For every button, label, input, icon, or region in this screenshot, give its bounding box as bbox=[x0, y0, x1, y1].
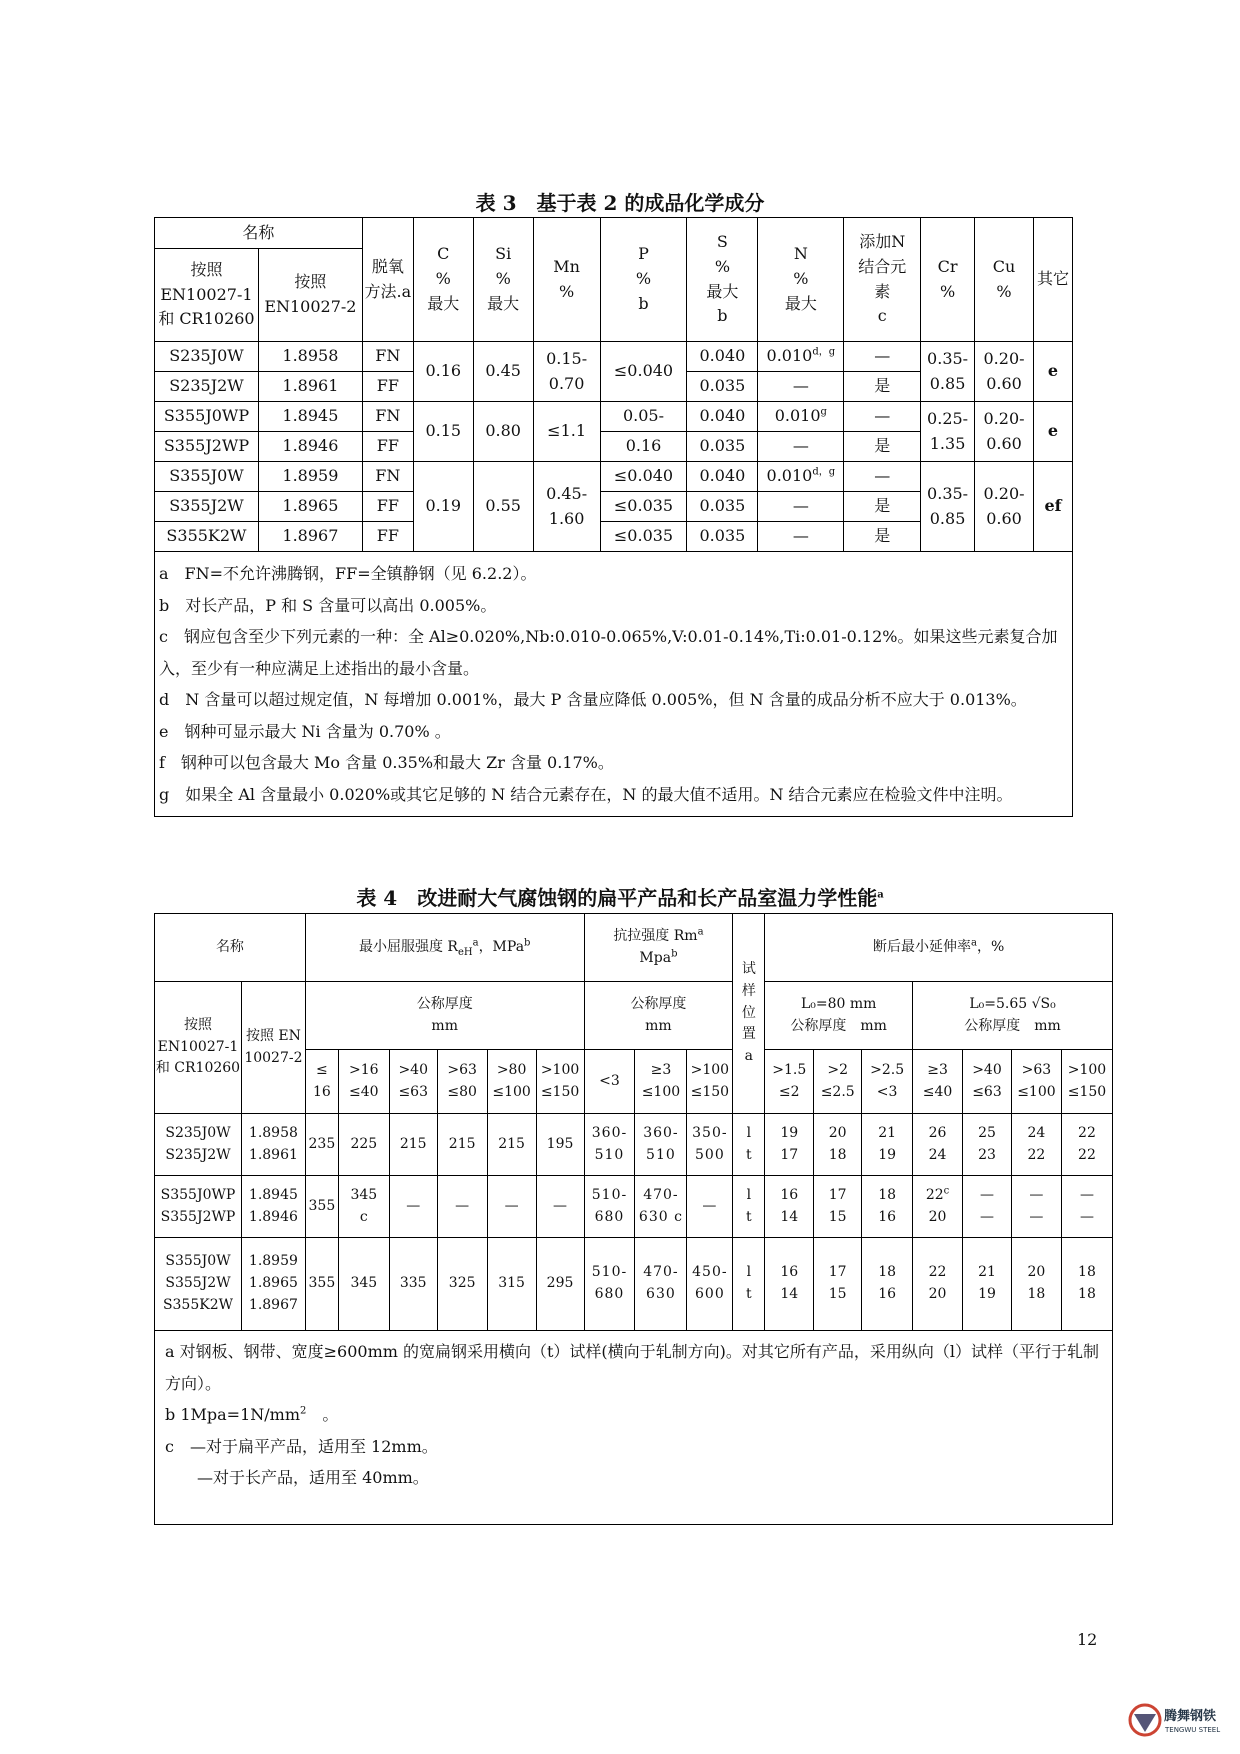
t3-header-n: N % 最大 bbox=[758, 218, 844, 342]
elongation-value: 16 14 bbox=[765, 1238, 814, 1331]
t4-header-yield-thickness: 公称厚度 mm bbox=[305, 982, 584, 1050]
other-value: e bbox=[1033, 342, 1072, 402]
yield-value: 335 bbox=[389, 1238, 437, 1331]
note-line: f 钢种可以包含最大 Mo 含量 0.35%和最大 Zr 含量 0.17%。 bbox=[159, 753, 614, 772]
c-value: 0.16 bbox=[413, 342, 473, 402]
page-number: 12 bbox=[1077, 1630, 1098, 1649]
t3-header-deox: 脱氧 方法.a bbox=[362, 218, 413, 342]
s-value: 0.035 bbox=[687, 432, 758, 462]
table4 bbox=[154, 913, 1113, 1525]
thickness-range: >16 ≤40 bbox=[338, 1050, 389, 1114]
thickness-range: >63 ≤100 bbox=[1011, 1050, 1061, 1114]
thickness-range: >2.5 <3 bbox=[862, 1050, 913, 1114]
t3-header-other: 其它 bbox=[1033, 218, 1072, 342]
tensile-value: 360- 510 bbox=[635, 1114, 687, 1176]
yield-value: 345 bbox=[338, 1238, 389, 1331]
grade-name: S235J0W bbox=[155, 342, 259, 372]
t3-header-std2: 按照 EN10027-2 bbox=[258, 249, 362, 342]
s-value: 0.040 bbox=[687, 462, 758, 492]
t3-header-c: C % 最大 bbox=[413, 218, 473, 342]
cr-value: 0.35- 0.85 bbox=[921, 462, 975, 552]
p-value: 0.16 bbox=[600, 432, 687, 462]
tensile-value: 510- 680 bbox=[584, 1238, 635, 1331]
deox-method: FN bbox=[362, 402, 413, 432]
thickness-range: >100 ≤150 bbox=[687, 1050, 733, 1114]
grade-name: S355J2WP bbox=[155, 432, 259, 462]
table-row bbox=[155, 1176, 1113, 1238]
t4-notes bbox=[155, 1331, 1113, 1525]
thickness-range: <3 bbox=[584, 1050, 635, 1114]
n-value: — bbox=[758, 522, 844, 552]
table-row bbox=[155, 1114, 1113, 1176]
elongation-value: 20 18 bbox=[1011, 1238, 1061, 1331]
t4-header-l0a: L₀=80 mm 公称厚度 mm bbox=[765, 982, 913, 1050]
note-line: g 如果全 Al 含量最小 0.020%或其它足够的 N 结合元素存在，N 的最大值不适用。N 结合元素应在检验文件中注明。 bbox=[159, 784, 1013, 804]
deox-method: FF bbox=[362, 492, 413, 522]
grade-name: S235J2W bbox=[155, 372, 259, 402]
cu-value: 0.20- 0.60 bbox=[975, 342, 1034, 402]
tensile-value: 510- 680 bbox=[584, 1176, 635, 1238]
elongation-value: 18 16 bbox=[862, 1176, 913, 1238]
yield-value: 225 bbox=[338, 1114, 389, 1176]
deox-method: FN bbox=[362, 342, 413, 372]
yield-value: 195 bbox=[536, 1114, 584, 1176]
sample-position: l t bbox=[733, 1176, 765, 1238]
grade-name: S355J0W bbox=[155, 462, 259, 492]
note-line: b $1Mpa=1N/mm^2$ 。 bbox=[165, 1405, 339, 1424]
note-line: c 钢应包含至少下列元素的一种：全 Al≥0.020%,Nb:0.010-0.065%,V:0.01-0.14%,Ti:0.01-0.12%。如果这些元素复合加入，至少有一种应满足上述指出的最小含量。 bbox=[159, 627, 1058, 678]
table-row bbox=[155, 462, 1073, 492]
n-binding-value: — bbox=[844, 342, 921, 372]
yield-value: 355 bbox=[305, 1176, 338, 1238]
p-value: 0.05- bbox=[600, 402, 687, 432]
s-value: 0.040 bbox=[687, 402, 758, 432]
t4-header-sample: 试 样 位 置 a bbox=[733, 914, 765, 1114]
table-row bbox=[155, 342, 1073, 372]
yield-value: 345 c bbox=[338, 1176, 389, 1238]
p-value: ≤0.040 bbox=[600, 342, 687, 402]
company-logo bbox=[1128, 1700, 1240, 1740]
elongation-value: 21 19 bbox=[963, 1238, 1012, 1331]
n-binding-value: — bbox=[844, 462, 921, 492]
yield-value: 235 bbox=[305, 1114, 338, 1176]
elongation-value: 18 16 bbox=[862, 1238, 913, 1331]
t3-header-si: Si % 最大 bbox=[473, 218, 533, 342]
thickness-range: >2 ≤2.5 bbox=[814, 1050, 862, 1114]
tensile-value: — bbox=[687, 1176, 733, 1238]
elongation-value: 17 15 bbox=[814, 1176, 862, 1238]
t3-header-s: S % 最大 b bbox=[687, 218, 758, 342]
grade-name: S355J0WP S355J2WP bbox=[155, 1176, 242, 1238]
s-value: 0.035 bbox=[687, 372, 758, 402]
note-line: —对于长产品，适用至 40mm。 bbox=[165, 1468, 429, 1487]
n-binding-value: 是 bbox=[844, 372, 921, 402]
yield-value: 215 bbox=[437, 1114, 487, 1176]
elongation-value: 17 15 bbox=[814, 1238, 862, 1331]
n-value: $0.010^{d,g}$ bbox=[758, 342, 844, 372]
t3-header-mn: Mn % bbox=[533, 218, 600, 342]
other-value: ef bbox=[1033, 462, 1072, 552]
note-line: d N 含量可以超过规定值，N 每增加 0.001%，最大 P 含量应降低 0.005%，但 N 含量的成品分析不应大于 0.013%。 bbox=[159, 690, 1027, 709]
logo-subtext: TENGWU STEEL bbox=[1165, 1726, 1221, 1734]
n-value: 0.010$^g$ bbox=[758, 402, 844, 432]
mn-value: 0.45- 1.60 bbox=[533, 462, 600, 552]
yield-value: 215 bbox=[389, 1114, 437, 1176]
t4-header-elong: 断后最小延伸率$^a$，% bbox=[765, 914, 1113, 982]
elongation-value: 20 18 bbox=[814, 1114, 862, 1176]
thickness-range: ≥3 ≤40 bbox=[913, 1050, 963, 1114]
tensile-value: 350- 500 bbox=[687, 1114, 733, 1176]
cr-value: 0.25- 1.35 bbox=[921, 402, 975, 462]
elongation-value: 25 23 bbox=[963, 1114, 1012, 1176]
c-value: 0.19 bbox=[413, 462, 473, 552]
si-value: 0.45 bbox=[473, 342, 533, 402]
grade-name: S355J0W S355J2W S355K2W bbox=[155, 1238, 242, 1331]
s-value: 0.040 bbox=[687, 342, 758, 372]
t4-header-std2: 按照 EN 10027-2 bbox=[241, 982, 305, 1114]
grade-number: 1.8967 bbox=[258, 522, 362, 552]
elongation-value: 19 17 bbox=[765, 1114, 814, 1176]
n-binding-value: 是 bbox=[844, 432, 921, 462]
si-value: 0.80 bbox=[473, 402, 533, 462]
thickness-range: >1.5 ≤2 bbox=[765, 1050, 814, 1114]
tensile-value: 470- 630 bbox=[635, 1238, 687, 1331]
p-value: ≤0.035 bbox=[600, 522, 687, 552]
thickness-range: >80 ≤100 bbox=[487, 1050, 536, 1114]
thickness-range: >100 ≤150 bbox=[1061, 1050, 1112, 1114]
t3-header-add: 添加N 结合元 素 c bbox=[844, 218, 921, 342]
t3-notes bbox=[155, 552, 1073, 817]
n-value: — bbox=[758, 372, 844, 402]
grade-number: 1.8965 bbox=[258, 492, 362, 522]
table3-caption: 表 3 基于表 2 的成品化学成分 bbox=[475, 191, 765, 215]
yield-value: 355 bbox=[305, 1238, 338, 1331]
s-value: 0.035 bbox=[687, 492, 758, 522]
grade-number: 1.8959 1.8965 1.8967 bbox=[241, 1238, 305, 1331]
yield-value: — bbox=[536, 1176, 584, 1238]
cr-value: 0.35- 0.85 bbox=[921, 342, 975, 402]
grade-number: 1.8959 bbox=[258, 462, 362, 492]
note-line: a 对钢板、钢带、宽度≥600mm 的宽扁钢采用横向（t）试样(横向于轧制方向)。对其它所有产品，采用纵向（l）试样（平行于轧制方向）。 bbox=[165, 1342, 1100, 1393]
deox-method: FF bbox=[362, 522, 413, 552]
yield-value: 215 bbox=[487, 1114, 536, 1176]
table4-caption: 表 4 改进耐大气腐蚀钢的扁平产品和长产品室温力学性能$^a$ bbox=[356, 886, 884, 910]
grade-name: S355J2W bbox=[155, 492, 259, 522]
t3-header-std1: 按照 EN10027-1 和 CR10260 bbox=[155, 249, 259, 342]
deox-method: FF bbox=[362, 372, 413, 402]
note-line: a FN=不允许沸腾钢，FF=全镇静钢（见 6.2.2）。 bbox=[159, 564, 537, 583]
grade-number: 1.8958 bbox=[258, 342, 362, 372]
grade-name: S355J0WP bbox=[155, 402, 259, 432]
elongation-value: — — bbox=[1011, 1176, 1061, 1238]
tensile-value: 470- 630 c bbox=[635, 1176, 687, 1238]
p-value: ≤0.040 bbox=[600, 462, 687, 492]
tensile-value: 450- 600 bbox=[687, 1238, 733, 1331]
yield-value: — bbox=[389, 1176, 437, 1238]
elongation-value: — — bbox=[1061, 1176, 1112, 1238]
s-value: 0.035 bbox=[687, 522, 758, 552]
grade-name: S355K2W bbox=[155, 522, 259, 552]
thickness-range: ≥3 ≤100 bbox=[635, 1050, 687, 1114]
t4-header-std1: 按照 EN10027-1 和 CR10260 bbox=[155, 982, 242, 1114]
mn-value: ≤1.1 bbox=[533, 402, 600, 462]
cu-value: 0.20- 0.60 bbox=[975, 402, 1034, 462]
mn-value: 0.15- 0.70 bbox=[533, 342, 600, 402]
grade-number: 1.8958 1.8961 bbox=[241, 1114, 305, 1176]
thickness-range: >100 ≤150 bbox=[536, 1050, 584, 1114]
grade-number: 1.8946 bbox=[258, 432, 362, 462]
t3-header-name: 名称 bbox=[155, 218, 363, 249]
deox-method: FF bbox=[362, 432, 413, 462]
t4-header-tensile: 抗拉强度 Rm$^a$ Mpa$^b$ bbox=[584, 914, 733, 982]
table-row bbox=[155, 1238, 1113, 1331]
cu-value: 0.20- 0.60 bbox=[975, 462, 1034, 552]
n-value: — bbox=[758, 492, 844, 522]
yield-value: 325 bbox=[437, 1238, 487, 1331]
note-line: c —对于扁平产品，适用至 12mm。 bbox=[165, 1436, 438, 1456]
grade-name: S235J0W S235J2W bbox=[155, 1114, 242, 1176]
t4-header-name: 名称 bbox=[155, 914, 306, 982]
elongation-value: 24 22 bbox=[1011, 1114, 1061, 1176]
thickness-range: >40 ≤63 bbox=[963, 1050, 1012, 1114]
t4-header-l0b: L₀=5.65 √S₀ 公称厚度 mm bbox=[913, 982, 1113, 1050]
n-binding-value: 是 bbox=[844, 492, 921, 522]
elongation-value: 22$^c$ 20 bbox=[913, 1176, 963, 1238]
sample-position: l t bbox=[733, 1238, 765, 1331]
yield-value: 295 bbox=[536, 1238, 584, 1331]
deox-method: FN bbox=[362, 462, 413, 492]
elongation-value: 18 18 bbox=[1061, 1238, 1112, 1331]
p-value: ≤0.035 bbox=[600, 492, 687, 522]
elongation-value: 21 19 bbox=[862, 1114, 913, 1176]
thickness-range: ≤ 16 bbox=[305, 1050, 338, 1114]
yield-value: 315 bbox=[487, 1238, 536, 1331]
elongation-value: 22 20 bbox=[913, 1238, 963, 1331]
elongation-value: — — bbox=[963, 1176, 1012, 1238]
grade-number: 1.8945 1.8946 bbox=[241, 1176, 305, 1238]
c-value: 0.15 bbox=[413, 402, 473, 462]
elongation-value: 16 14 bbox=[765, 1176, 814, 1238]
table-row bbox=[155, 402, 1073, 432]
elongation-value: 22 22 bbox=[1061, 1114, 1112, 1176]
tensile-value: 360- 510 bbox=[584, 1114, 635, 1176]
n-binding-value: 是 bbox=[844, 522, 921, 552]
n-binding-value: — bbox=[844, 402, 921, 432]
sample-position: l t bbox=[733, 1114, 765, 1176]
thickness-range: >63 ≤80 bbox=[437, 1050, 487, 1114]
table3 bbox=[154, 217, 1073, 817]
grade-number: 1.8961 bbox=[258, 372, 362, 402]
grade-number: 1.8945 bbox=[258, 402, 362, 432]
t3-header-cu: Cu % bbox=[975, 218, 1034, 342]
elongation-value: 26 24 bbox=[913, 1114, 963, 1176]
t4-header-tensile-thickness: 公称厚度 mm bbox=[584, 982, 733, 1050]
t4-header-yield: 最小屈服强度 $R_{eH}^a$，MPa$^b$ bbox=[305, 914, 584, 982]
t3-header-p: P % b bbox=[600, 218, 687, 342]
n-value: $0.010^{d,g}$ bbox=[758, 462, 844, 492]
logo-text: 腾舞钢铁 bbox=[1164, 1709, 1217, 1724]
other-value: e bbox=[1033, 402, 1072, 462]
n-value: — bbox=[758, 432, 844, 462]
si-value: 0.55 bbox=[473, 462, 533, 552]
yield-value: — bbox=[437, 1176, 487, 1238]
yield-value: — bbox=[487, 1176, 536, 1238]
t3-header-cr: Cr % bbox=[921, 218, 975, 342]
note-line: e 钢种可显示最大 Ni 含量为 0.70% 。 bbox=[159, 721, 451, 741]
thickness-range: >40 ≤63 bbox=[389, 1050, 437, 1114]
note-line: b 对长产品，P 和 S 含量可以高出 0.005%。 bbox=[159, 595, 497, 615]
